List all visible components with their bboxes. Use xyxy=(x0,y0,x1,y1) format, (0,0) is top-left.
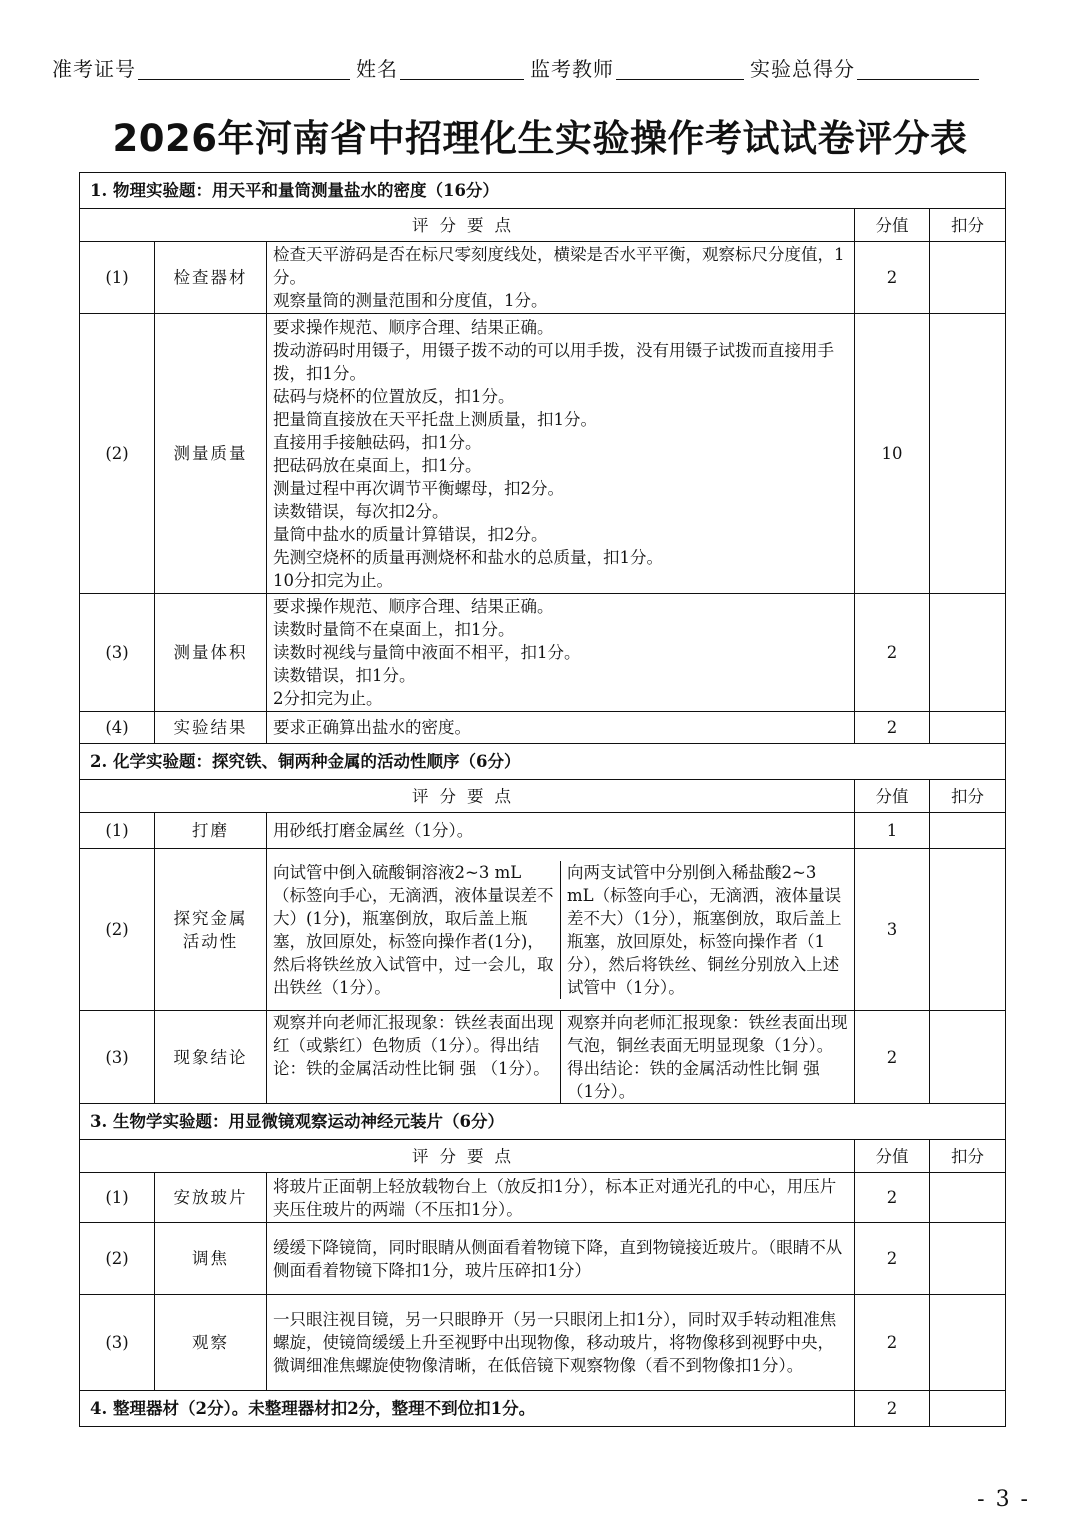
points-header: 评分要点 xyxy=(80,209,855,242)
row-item: 测量体积 xyxy=(155,594,267,712)
row-score: 1 xyxy=(855,813,930,849)
row-description: 要求操作规范、顺序合理、结果正确。 读数时量筒不在桌面上，扣1分。 读数时视线与量筒中液面不相平，扣1分。 读数错误，扣1分。 2分扣完为止。 xyxy=(267,594,855,712)
deduct-cell[interactable] xyxy=(930,849,1006,1011)
page-title: 2026年河南省中招理化生实验操作考试试卷评分表 xyxy=(112,117,968,160)
section-1-title: 1. 物理实验题：用天平和量筒测量盐水的密度（16分） xyxy=(80,173,1006,209)
row-score: 3 xyxy=(855,849,930,1011)
deduct-cell[interactable] xyxy=(930,594,1006,712)
deduct-cell[interactable] xyxy=(930,813,1006,849)
row-item: 观察 xyxy=(155,1295,267,1391)
row-description-split xyxy=(267,1011,855,1104)
deduct-cell[interactable] xyxy=(930,712,1006,744)
deduct-header: 扣分 xyxy=(930,209,1006,242)
section-4-title: 4. 整理器材（2分）。未整理器材扣2分，整理不到位扣1分。 xyxy=(80,1391,855,1427)
deduct-cell[interactable] xyxy=(930,242,1006,314)
method-a-text: 观察并向老师汇报现象：铁丝表面出现红（或紫红）色物质（1分）。得出结论：铁的金属活动性比铜 强 （1分）。 xyxy=(267,1011,561,1103)
row-number: (3) xyxy=(80,594,155,712)
row-item: 打磨 xyxy=(155,813,267,849)
method-b-text: 向两支试管中分别倒入稀盐酸2~3 mL（标签向手心，无滴洒，液体量误差不大）（1分），瓶塞倒放，取后盖上瓶塞，放回原处，标签向操作者（1分），然后将铁丝、铜丝分别放入上述试管中（1分）。 xyxy=(567,862,842,997)
row-description: 缓缓下降镜筒，同时眼睛从侧面看着物镜下降，直到物镜接近玻片。（眼睛不从侧面看着物镜下降扣1分，玻片压碎扣1分） xyxy=(267,1223,855,1295)
row-description: 要求正确算出盐水的密度。 xyxy=(267,712,855,744)
candidate-info-header xyxy=(52,52,1027,82)
row-item: 现象结论 xyxy=(155,1011,267,1104)
row-item: 检查器材 xyxy=(155,242,267,314)
row-score: 2 xyxy=(855,1391,930,1427)
points-header: 评分要点 xyxy=(80,1140,855,1173)
row-item: 测量质量 xyxy=(155,314,267,594)
row-score: 2 xyxy=(855,1173,930,1223)
row-description: 检查天平游码是否在标尺零刻度线处，横梁是否水平平衡，观察标尺分度值，1分。 观察量筒的测量范围和分度值，1分。 xyxy=(267,242,855,314)
row-score: 2 xyxy=(855,1011,930,1104)
row-number: (3) xyxy=(80,1295,155,1391)
row-score: 2 xyxy=(855,1295,930,1391)
section-2-title: 2. 化学实验题：探究铁、铜两种金属的活动性顺序（6分） xyxy=(80,744,1006,780)
row-description: 要求操作规范、顺序合理、结果正确。 拨动游码时用镊子，用镊子拨不动的可以用手拨，没有用镊子试拨而直接用手拨，扣1分。 砝码与烧杯的位置放反，扣1分。 把量筒直接放在天平托盘上测质量，扣1分。 直接用手接触砝码，扣1分。 把砝码放在桌面上，扣1分。 测量过程中再次调节平衡螺母，扣2分。 读数错误，每次扣2分。 量筒中盐水的质量计算错误，扣2分。 先测空烧杯的质量再测烧杯和盐水的总质量，扣1分。 10分扣完为止。 xyxy=(267,314,855,594)
deduct-cell[interactable] xyxy=(930,1223,1006,1295)
total-score-field[interactable] xyxy=(857,53,979,80)
row-item: 实验结果 xyxy=(155,712,267,744)
row-number: (3) xyxy=(80,1011,155,1104)
row-score: 2 xyxy=(855,712,930,744)
deduct-cell[interactable] xyxy=(930,1173,1006,1223)
score-header: 分值 xyxy=(855,209,930,242)
row-score: 10 xyxy=(855,314,930,594)
row-description: 一只眼注视目镜，另一只眼睁开（另一只眼闭上扣1分），同时双手转动粗准焦螺旋，使镜筒缓缓上升至视野中出现物像，移动玻片，将物像移到视野中央，微调细准焦螺旋使物像清晰，在低倍镜下观察物像（看不到物像扣1分）。 xyxy=(267,1295,855,1391)
row-item: 调焦 xyxy=(155,1223,267,1295)
deduct-cell[interactable] xyxy=(930,1391,1006,1427)
row-number: (4) xyxy=(80,712,155,744)
deduct-cell[interactable] xyxy=(930,1295,1006,1391)
exam-id-field[interactable] xyxy=(138,53,350,80)
row-number: (2) xyxy=(80,314,155,594)
score-header: 分值 xyxy=(855,1140,930,1173)
row-score: 2 xyxy=(855,594,930,712)
row-number: (1) xyxy=(80,1173,155,1223)
scoring-table xyxy=(79,172,1006,1427)
row-number: (1) xyxy=(80,813,155,849)
section-3-title: 3. 生物学实验题：用显微镜观察运动神经元装片（6分） xyxy=(80,1104,1006,1140)
deduct-header: 扣分 xyxy=(930,780,1006,813)
proctor-label: 监考教师 xyxy=(530,57,614,81)
row-description-split xyxy=(267,849,855,1011)
exam-id-label: 准考证号 xyxy=(52,57,136,81)
row-number: (2) xyxy=(80,1223,155,1295)
score-header: 分值 xyxy=(855,780,930,813)
row-score: 2 xyxy=(855,1223,930,1295)
points-header: 评分要点 xyxy=(80,780,855,813)
row-number: (2) xyxy=(80,849,155,1011)
method-a-text: 向试管中倒入硫酸铜溶液2~3 mL（标签向手心，无滴洒，液体量误差不大）(1分)，瓶塞倒放，取后盖上瓶塞，放回原处，标签向操作者(1分)，然后将铁丝放入试管中，过一会儿，取出铁丝（1分）。 xyxy=(267,861,561,999)
row-score: 2 xyxy=(855,242,930,314)
proctor-field[interactable] xyxy=(616,53,744,80)
name-label: 姓名 xyxy=(356,57,398,81)
deduct-cell[interactable] xyxy=(930,1011,1006,1104)
deduct-header: 扣分 xyxy=(930,1140,1006,1173)
deduct-cell[interactable] xyxy=(930,314,1006,594)
total-score-label: 实验总得分 xyxy=(750,57,855,81)
name-field[interactable] xyxy=(400,53,524,80)
row-description: 用砂纸打磨金属丝（1分）。 xyxy=(267,813,855,849)
row-number: (1) xyxy=(80,242,155,314)
page-number: - 3 - xyxy=(977,1487,1030,1512)
row-item: 安放玻片 xyxy=(155,1173,267,1223)
method-b-text: 观察并向老师汇报现象：铁丝表面出现气泡，铜丝表面无明显现象（1分）。得出结论：铁的金属活动性比铜 强 （1分）。 xyxy=(567,1013,848,1101)
row-description: 将玻片正面朝上轻放载物台上（放反扣1分），标本正对通光孔的中心，用压片夹压住玻片的两端（不压扣1分）。 xyxy=(267,1173,855,1223)
row-item: 探究金属 活动性 xyxy=(155,849,267,1011)
